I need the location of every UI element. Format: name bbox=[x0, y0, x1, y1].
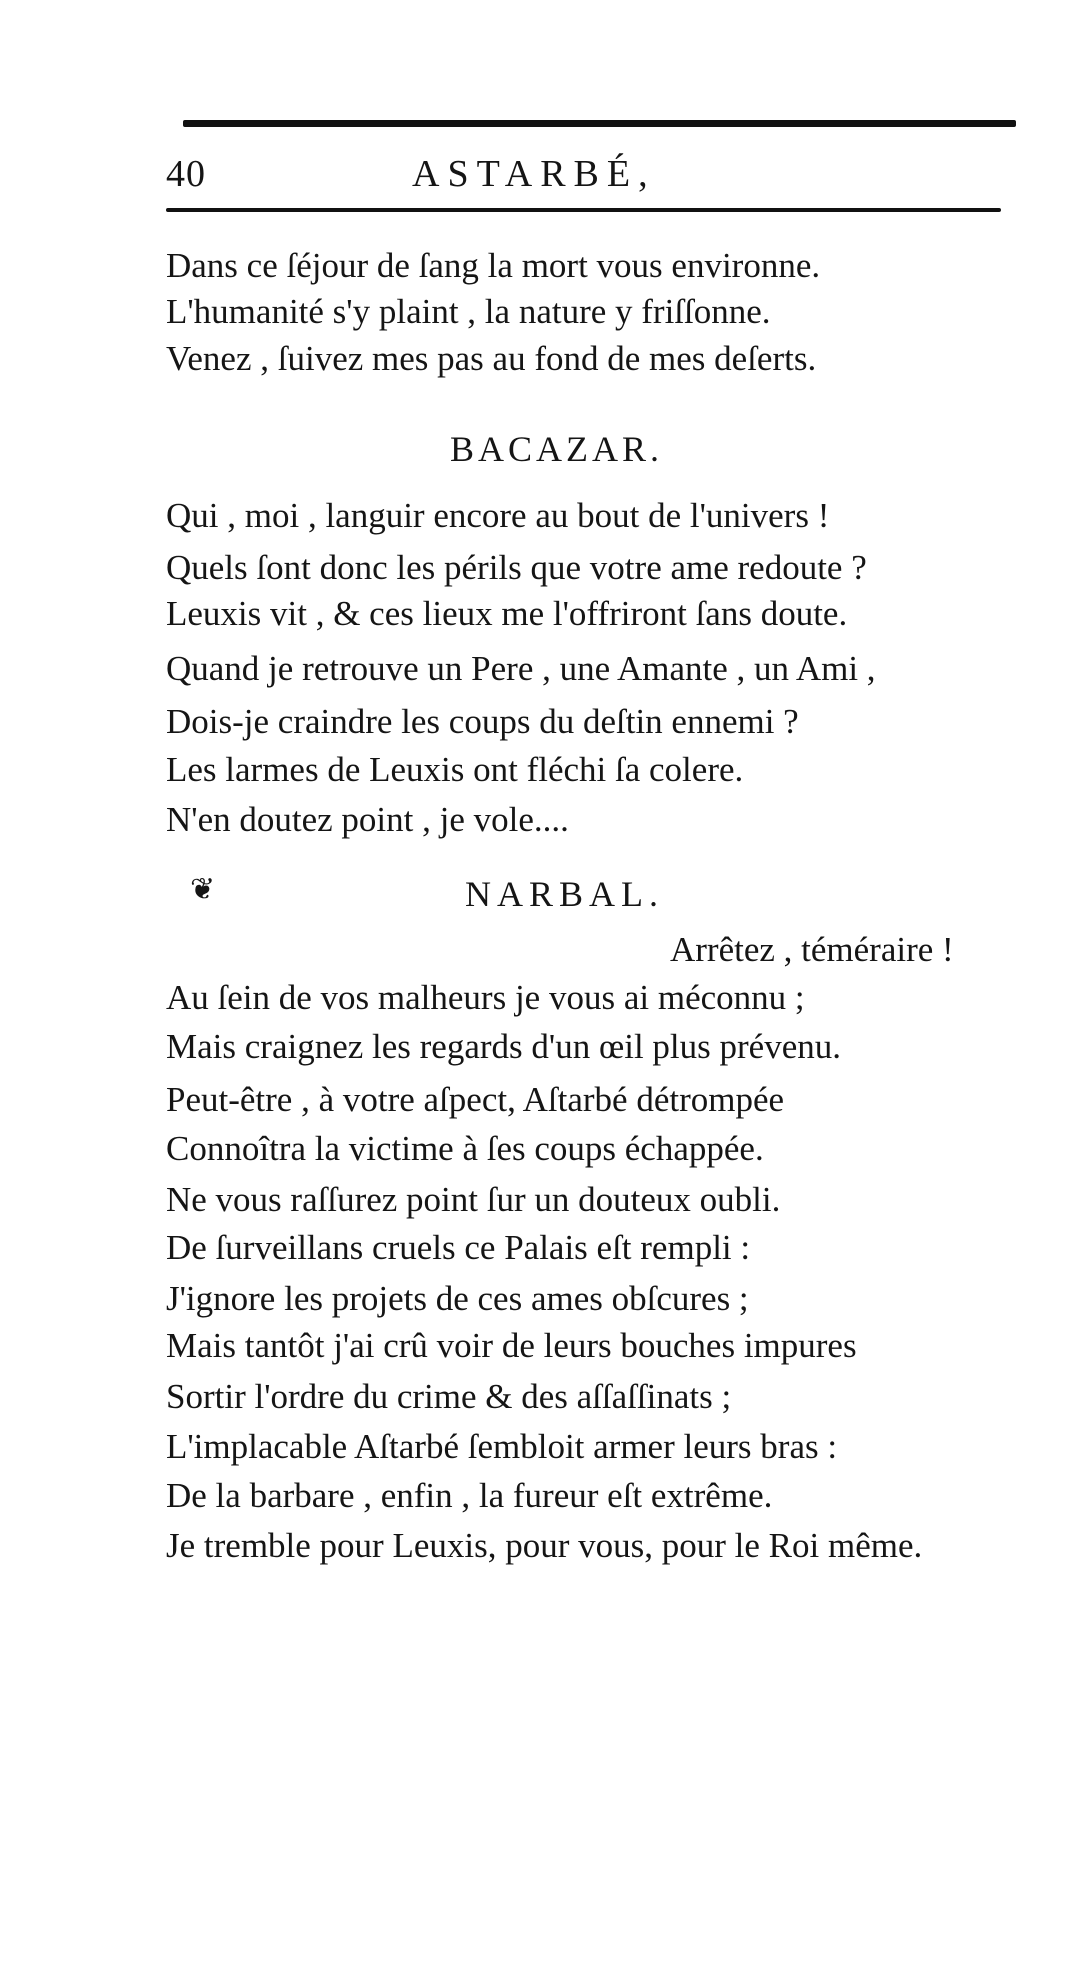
verse-line: Dans ce ſéjour de ſang la mort vous environne. bbox=[166, 246, 821, 285]
verse-line: Quels ſont donc les périls que votre ame redoute ? bbox=[166, 548, 867, 587]
verse-line: Connoîtra la victime à ſes coups échappée. bbox=[166, 1129, 764, 1168]
verse-line: L'humanité s'y plaint , la nature y friſſonne. bbox=[166, 292, 771, 331]
verse-line: Sortir l'ordre du crime & des aſſaſſinats ; bbox=[166, 1377, 732, 1416]
running-head: ASTARBÉ, bbox=[412, 153, 656, 195]
header-bottom-rule bbox=[166, 208, 1001, 212]
speaker-heading-bacazar: BACAZAR. bbox=[450, 429, 664, 469]
verse-line: Ne vous raſſurez point ſur un douteux oubli. bbox=[166, 1180, 781, 1219]
verse-line: Mais craignez les regards d'un œil plus prévenu. bbox=[166, 1027, 841, 1066]
speaker-heading-narbal: NARBAL. bbox=[465, 874, 665, 914]
verse-line: Peut-être , à votre aſpect, Aſtarbé détrompée bbox=[166, 1080, 785, 1119]
fleuron-icon: ❦ bbox=[190, 873, 216, 906]
verse-line: J'ignore les projets de ces ames obſcures ; bbox=[166, 1279, 749, 1318]
verse-line: L'implacable Aſtarbé ſembloit armer leurs bras : bbox=[166, 1427, 838, 1466]
header-top-rule bbox=[183, 120, 1016, 127]
page-number: 40 bbox=[166, 153, 206, 195]
verse-line: De ſurveillans cruels ce Palais eſt rempli : bbox=[166, 1228, 751, 1267]
verse-line: Mais tantôt j'ai crû voir de leurs bouches impures bbox=[166, 1326, 857, 1365]
verse-line: Qui , moi , languir encore au bout de l'univers ! bbox=[166, 496, 830, 535]
verse-line: Au ſein de vos malheurs je vous ai méconnu ; bbox=[166, 978, 805, 1017]
verse-continuation: Arrêtez , téméraire ! bbox=[670, 930, 954, 969]
verse-line: Leuxis vit , & ces lieux me l'offriront ſans doute. bbox=[166, 594, 848, 633]
verse-line: Je tremble pour Leuxis, pour vous, pour le Roi même. bbox=[166, 1526, 923, 1565]
verse-line: N'en doutez point , je vole.... bbox=[166, 800, 569, 839]
verse-line: Les larmes de Leuxis ont fléchi ſa colere. bbox=[166, 750, 744, 789]
verse-line: Dois-je craindre les coups du deſtin ennemi ? bbox=[166, 702, 799, 741]
verse-line: Quand je retrouve un Pere , une Amante , un Ami , bbox=[166, 649, 876, 688]
verse-line: De la barbare , enfin , la fureur eſt extrême. bbox=[166, 1476, 773, 1515]
verse-line: Venez , ſuivez mes pas au fond de mes deſerts. bbox=[166, 339, 817, 378]
